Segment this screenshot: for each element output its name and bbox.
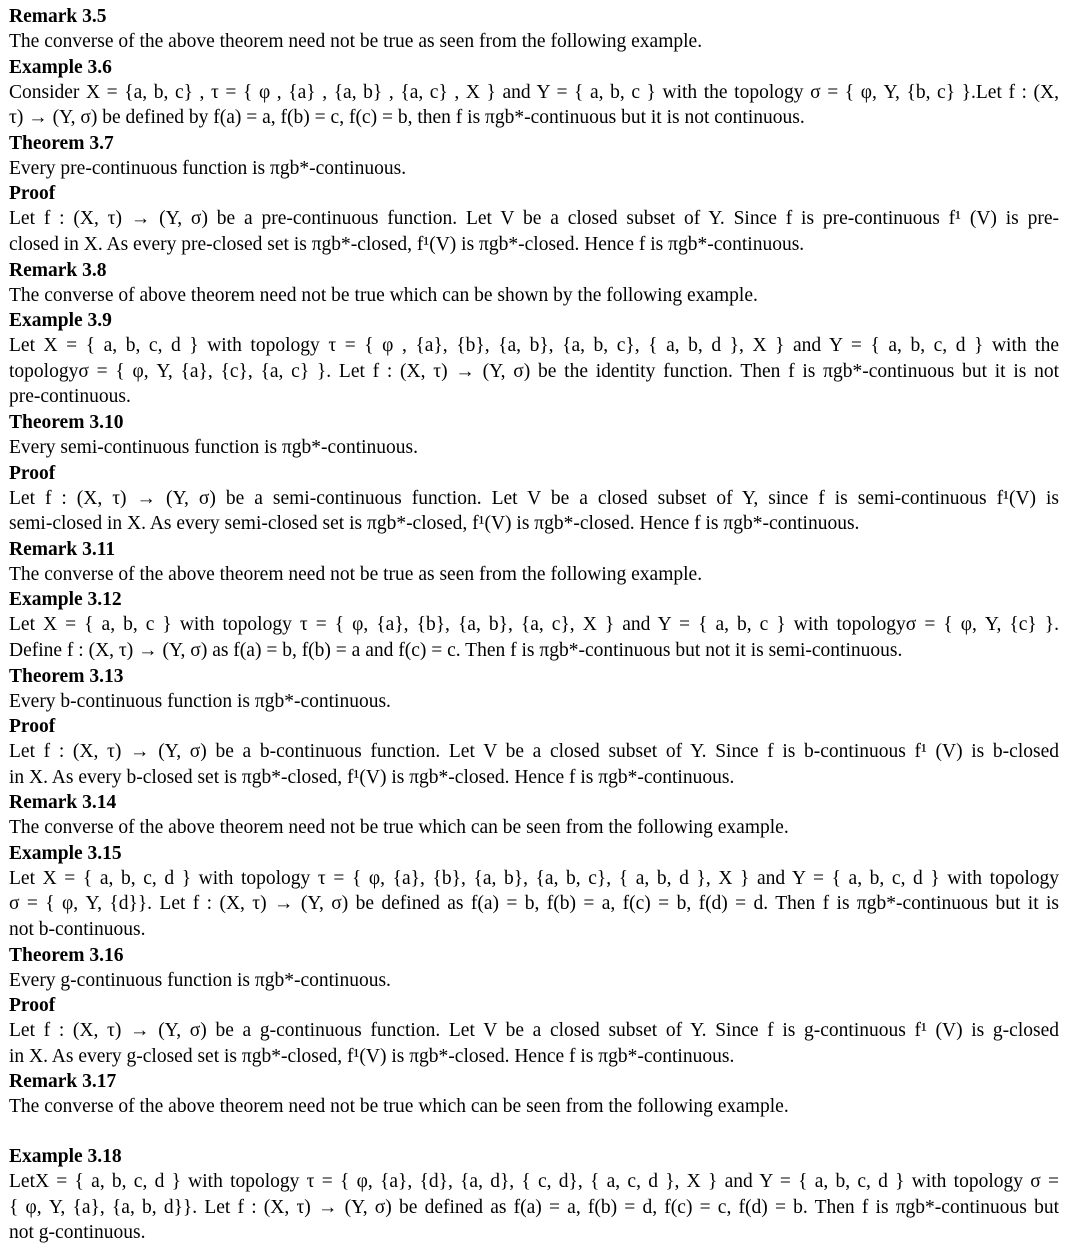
- text-line: The converse of the above theorem need not be true as seen from the following example.: [9, 563, 703, 585]
- section-heading: Example 3.18: [9, 1146, 122, 1168]
- paragraph: [9, 156, 1059, 182]
- section-heading: Proof: [9, 462, 56, 484]
- text-line: The converse of the above theorem need not be true which can be seen from the following example.: [9, 817, 789, 839]
- section-heading: Theorem 3.13: [9, 665, 124, 687]
- paragraph: [9, 612, 1059, 663]
- section-heading: Example 3.12: [9, 589, 122, 611]
- section-heading: Remark 3.8: [9, 259, 107, 281]
- blank-spacer: [9, 1120, 1059, 1144]
- paragraph: [9, 968, 1059, 994]
- text-line: { φ, Y, {a}, {a, b, d}}. Let f : (X, τ) → (Y, σ) be defined as f(a) = a, f(b) = d, f(c) = c, f(d) = b. Then f is πgb*-continuous but: [9, 1196, 1059, 1218]
- text-line: Every pre-continuous function is πgb*-continuous.: [9, 157, 407, 179]
- paragraph: [9, 29, 1059, 55]
- section-heading: Theorem 3.16: [9, 944, 124, 966]
- section-heading: Example 3.6: [9, 56, 112, 78]
- paragraph: [9, 562, 1059, 588]
- text-line: not g-continuous.: [9, 1222, 146, 1244]
- section-heading: Remark 3.5: [9, 6, 107, 27]
- text-line: not b-continuous.: [9, 919, 146, 941]
- text-line: τ) → (Y, σ) be defined by f(a) = a, f(b) = c, f(c) = b, then f is πgb*-continuous but it is not continuous.: [9, 107, 805, 129]
- text-line: Consider X = {a, b, c} , τ = { φ , {a} , {a, b} , {a, c} , X } and Y = { a, b, c } with the topology σ = { φ, Y, {b, c} }.Let f : (X,: [9, 81, 1059, 103]
- paragraph: [9, 333, 1059, 410]
- text-line: Every g-continuous function is πgb*-continuous.: [9, 969, 391, 991]
- section-heading: Theorem 3.10: [9, 411, 124, 433]
- paragraph: [9, 486, 1059, 537]
- text-line: Let f : (X, τ) → (Y, σ) be a semi-continuous function. Let V be a closed subset of Y, since f is semi-continuous f¹(V) is: [9, 487, 1059, 509]
- text-line: Let X = { a, b, c, d } with topology τ = { φ, {a}, {b}, {a, b}, {a, b, c}, { a, b, d }, X } and Y = { a, b, c, d } with topology: [9, 867, 1059, 889]
- section-heading: Proof: [9, 716, 56, 738]
- paragraph: [9, 815, 1059, 841]
- text-line: The converse of the above theorem need not be true as seen from the following example.: [9, 31, 703, 52]
- paragraph: [9, 1018, 1059, 1069]
- section-heading: Proof: [9, 995, 56, 1017]
- paragraph: [9, 435, 1059, 461]
- section-heading: Proof: [9, 183, 56, 205]
- paragraph: [9, 866, 1059, 943]
- text-line: closed in X. As every pre-closed set is πgb*-closed, f¹(V) is πgb*-closed. Hence f is πgb*-continuous.: [9, 233, 805, 255]
- text-line: Let X = { a, b, c } with topology τ = { φ, {a}, {b}, {a, b}, {a, c}, X } and Y = { a, b, c } with topologyσ = { φ, Y, {c} }.: [9, 614, 1059, 636]
- text-line: Every b-continuous function is πgb*-continuous.: [9, 690, 391, 712]
- text-line: topologyσ = { φ, Y, {a}, {c}, {a, c} }. Let f : (X, τ) → (Y, σ) be the identity function. Then f is πgb*-continuous but it is not: [9, 360, 1059, 382]
- text-line: σ = { φ, Y, {d}}. Let f : (X, τ) → (Y, σ) be defined as f(a) = b, f(b) = a, f(c) = b, f(d) = d. Then f is πgb*-continuous but it is: [9, 893, 1059, 915]
- text-line: in X. As every g-closed set is πgb*-closed, f¹(V) is πgb*-closed. Hence f is πgb*-continuous.: [9, 1045, 735, 1067]
- section-heading: Remark 3.17: [9, 1071, 117, 1093]
- paragraph: [9, 739, 1059, 790]
- paragraph: [9, 1169, 1059, 1246]
- section-heading: Remark 3.11: [9, 538, 116, 560]
- text-line: Let X = { a, b, c, d } with topology τ = { φ , {a}, {b}, {a, b}, {a, b, c}, { a, b, d }, X } and Y = { a, b, c, d } with the: [9, 335, 1059, 357]
- paragraph: [9, 206, 1059, 257]
- text-line: Define f : (X, τ) → (Y, σ) as f(a) = b, f(b) = a and f(c) = c. Then f is πgb*-continuous but not it is semi-continuous.: [9, 639, 903, 661]
- text-line: semi-closed in X. As every semi-closed set is πgb*-closed, f¹(V) is πgb*-closed. Hence f is πgb*-continuous.: [9, 513, 860, 535]
- paragraph: [9, 283, 1059, 309]
- paragraph: [9, 689, 1059, 715]
- text-line: pre-continuous.: [9, 386, 131, 408]
- text-line: in X. As every b-closed set is πgb*-closed, f¹(V) is πgb*-closed. Hence f is πgb*-continuous.: [9, 766, 735, 788]
- section-heading: Theorem 3.7: [9, 132, 114, 154]
- text-line: Let f : (X, τ) → (Y, σ) be a b-continuous function. Let V be a closed subset of Y. Since f is b-continuous f¹ (V) is b-closed: [9, 741, 1059, 763]
- paragraph: [9, 80, 1059, 131]
- text-line: Let f : (X, τ) → (Y, σ) be a pre-continuous function. Let V be a closed subset of Y. Since f is pre-continuous f¹ (V) is pre-: [9, 208, 1059, 230]
- section-heading: Example 3.9: [9, 310, 112, 332]
- paragraph: [9, 1094, 1059, 1120]
- text-line: Let f : (X, τ) → (Y, σ) be a g-continuous function. Let V be a closed subset of Y. Since f is g-continuous f¹ (V) is g-closed: [9, 1020, 1059, 1042]
- section-heading: Example 3.15: [9, 842, 122, 864]
- text-line: LetX = { a, b, c, d } with topology τ = { φ, {a}, {d}, {a, d}, { c, d}, { a, c, d }, X } and Y = { a, b, c, d } with topology σ =: [9, 1171, 1059, 1193]
- section-heading: Remark 3.14: [9, 792, 117, 814]
- text-line: The converse of the above theorem need not be true which can be seen from the following example.: [9, 1096, 789, 1118]
- text-line: The converse of above theorem need not be true which can be shown by the following example.: [9, 284, 758, 306]
- text-line: Every semi-continuous function is πgb*-continuous.: [9, 436, 418, 458]
